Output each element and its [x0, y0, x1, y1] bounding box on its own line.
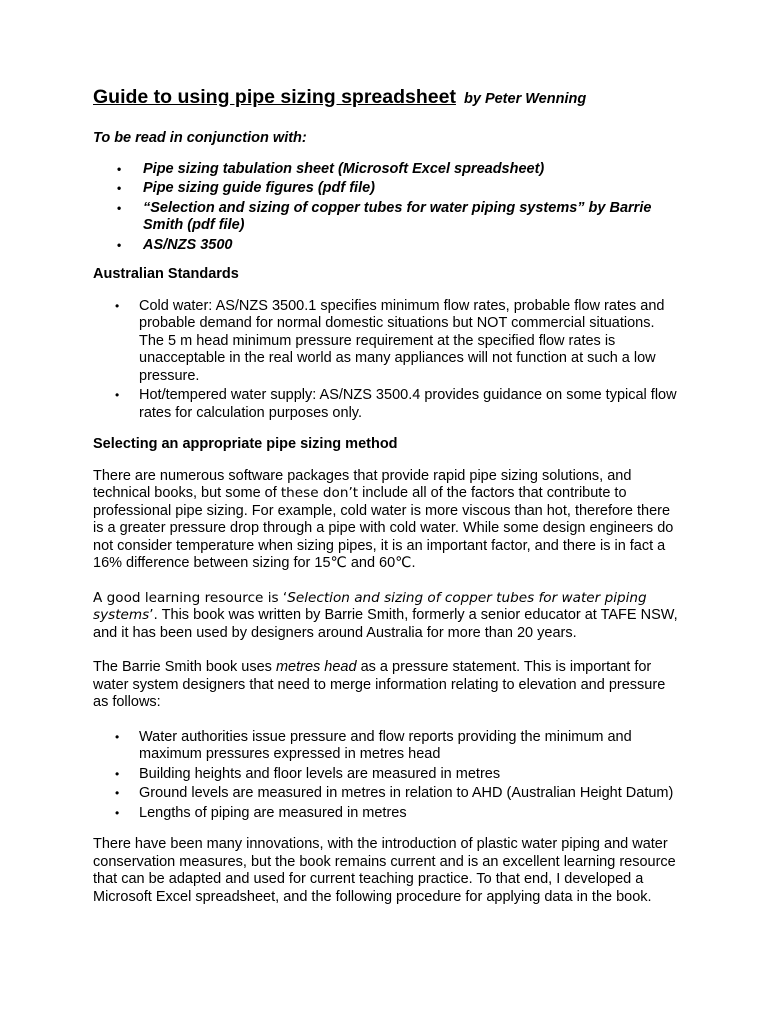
title-line	[93, 84, 683, 112]
paragraph-text: ’.	[149, 607, 158, 623]
reference-text: AS/NZS 3500	[143, 236, 233, 253]
reference-text: “Selection and sizing of copper tubes for water piping systems” by Barrie Smith (pdf file)	[143, 199, 652, 233]
paragraph-text: include all of the factors that contribute to professional pipe sizing. For example, cold water is more viscous than hot, therefore there is a greater pressure drop through a pipe with cold water. While some design engineers do not consider temperature when sizing pipes, it is an important factor, and there is in fact a 16% difference between sizing for 15℃ and 60℃.	[93, 485, 674, 571]
document-body	[93, 84, 683, 923]
reference-item	[93, 237, 683, 255]
reference-item	[93, 200, 683, 235]
paragraph-text: as a pressure statement. This is important for water system designers that need to merge information relating to elevation and pressure as follows:	[93, 659, 666, 710]
book-title: Selection and sizing of copper tubes for water piping systems	[93, 589, 647, 623]
paragraph-text: There are numerous software packages that provide rapid pipe sizing solutions, and technical books, but some of	[93, 467, 632, 501]
list-item-text: Cold water: AS/NZS 3500.1 specifies minimum flow rates, probable flow rates and probable demand for normal domestic situations but NOT commercial situations. The 5 m head minimum pressure requirement at the specified flow rates is unacceptable in the real world as many appliances will not function at such a low pressure.	[139, 297, 665, 384]
bullet-icon: •	[117, 200, 122, 215]
paragraph-software	[93, 468, 683, 573]
section-heading-standards: Australian Standards	[93, 266, 239, 282]
emphasis-text: metres head	[275, 659, 357, 675]
metres-list	[93, 729, 683, 823]
author-byline: by Peter Wenning	[464, 91, 587, 107]
list-item	[93, 387, 683, 422]
list-item-text: Ground levels are measured in metres in relation to AHD (Australian Height Datum)	[139, 785, 674, 801]
reference-text: Pipe sizing tabulation sheet (Microsoft Excel spreadsheet)	[143, 160, 545, 177]
list-item	[93, 805, 683, 823]
list-item-text: Building heights and floor levels are measured in metres	[139, 765, 501, 782]
bullet-icon: •	[117, 161, 122, 176]
reference-item	[93, 161, 683, 179]
reference-text: Pipe sizing guide figures (pdf file)	[143, 180, 376, 196]
section-heading-method: Selecting an appropriate pipe sizing method	[93, 436, 398, 452]
list-item	[93, 785, 683, 803]
bullet-icon: •	[115, 298, 120, 313]
paragraph-resource	[93, 590, 683, 643]
list-item	[93, 298, 683, 386]
bullet-icon: •	[115, 766, 120, 781]
intro-heading: To be read in conjunction with:	[93, 130, 307, 146]
bullet-icon: •	[115, 805, 120, 820]
paragraph-text: This book was written by Barrie Smith, formerly a senior educator at TAFE NSW, and it has been used by designers around Australia for more than 20 years.	[93, 607, 678, 641]
bullet-icon: •	[115, 388, 120, 402]
bullet-icon: •	[115, 786, 120, 800]
reference-item	[93, 180, 683, 198]
list-item-text: Water authorities issue pressure and flow reports providing the minimum and maximum pressures expressed in metres head	[139, 728, 632, 762]
paragraph-metres-head	[93, 659, 683, 712]
paragraph-text: The Barrie Smith book uses	[93, 659, 276, 675]
page-title: Guide to using pipe sizing spreadsheet	[93, 86, 456, 108]
bullet-icon: •	[117, 237, 122, 252]
paragraph-innovations: There have been many innovations, with the introduction of plastic water piping and water conservation measures, but the book remains current and is an excellent learning resource that can be adapted and used for current teaching practice. To that end, I developed a Microsoft Excel spreadsheet, and the following procedure for applying data in the book.	[93, 836, 676, 905]
list-item-text: Hot/tempered water supply: AS/NZS 3500.4 provides guidance on some typical flow rates for calculation purposes only.	[139, 387, 677, 421]
reference-list	[93, 161, 683, 255]
list-item-text: Lengths of piping are measured in metres	[139, 804, 407, 821]
bullet-icon: •	[117, 181, 122, 195]
paragraph-text: A good learning resource is ‘	[93, 589, 288, 606]
bullet-icon: •	[115, 729, 120, 744]
list-item	[93, 766, 683, 784]
paragraph-text: these don’t	[280, 485, 359, 501]
standards-list	[93, 298, 683, 423]
list-item	[93, 729, 683, 764]
